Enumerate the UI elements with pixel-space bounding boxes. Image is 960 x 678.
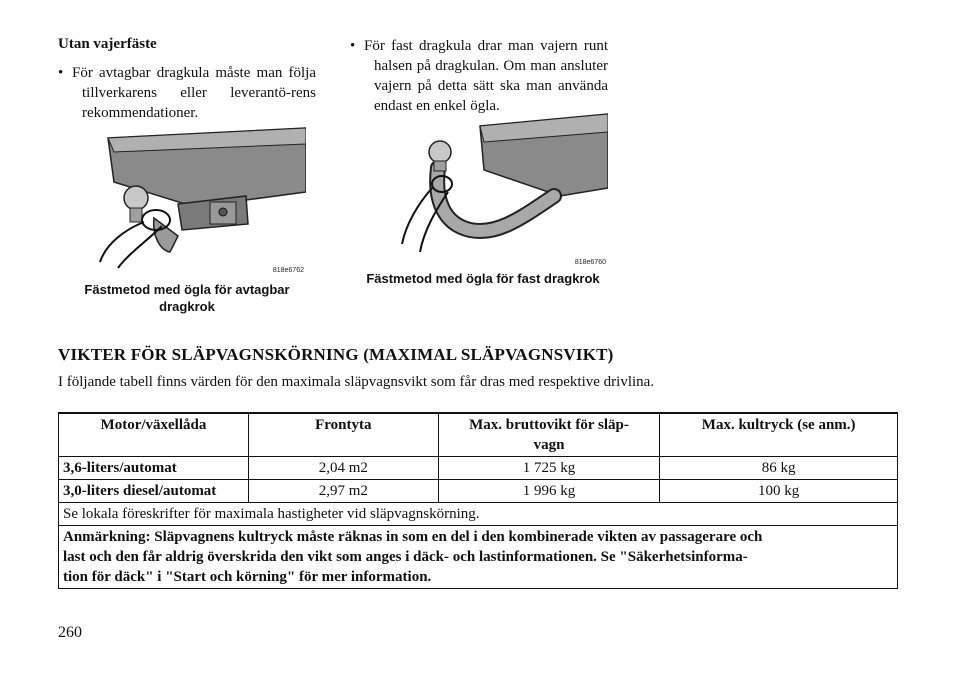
removable-hitch-illustration	[78, 126, 306, 276]
trailer-weight-table	[58, 412, 898, 589]
note-line: tion för däck" i "Start och körning" för mer information.	[63, 569, 432, 585]
middle-column	[350, 36, 608, 116]
fixed-hitch-drawing	[384, 112, 608, 268]
header-engine-transmission: Motor/växellåda	[59, 413, 249, 457]
bullet-removable-hitch	[58, 63, 316, 123]
section-intro: I följande tabell finns värden för den maximala släpvagnsvikt som får dras med respektive drivlina.	[58, 374, 655, 390]
header-max-tongue-weight: Max. kultryck (se anm.)	[660, 413, 898, 457]
cell-engine: 3,6-liters/automat	[59, 457, 249, 480]
page-number: 260	[58, 624, 82, 641]
subheading-without-cable-mount: Utan vajerfäste	[58, 36, 157, 52]
header-max-gross-weight	[438, 413, 660, 457]
cell-footnote: Se lokala föreskrifter för maximala hastigheter vid släpvagnskörning.	[59, 503, 898, 526]
bullet-dot: •	[350, 38, 356, 54]
table-row	[59, 457, 898, 480]
note-line: last och den får aldrig överskrida den vikt som anges i däck- och lastinformationen. Se "Säkerhetsinforma-	[63, 549, 748, 565]
cell-gross-weight: 1 996 kg	[438, 480, 660, 503]
cell-tongue-weight: 86 kg	[660, 457, 898, 480]
caption-line: Fästmetod med ögla för fast dragkrok	[366, 271, 600, 286]
table-header-row	[59, 413, 898, 457]
cell-gross-weight: 1 725 kg	[438, 457, 660, 480]
cell-engine: 3,0-liters diesel/automat	[59, 480, 249, 503]
caption-line: Fästmetod med ögla för avtagbar	[84, 282, 290, 297]
note-line: Anmärkning: Släpvagnens kultryck måste räknas in som en del i den kombinerade vikten av passagerare och	[63, 529, 763, 545]
table-row	[59, 480, 898, 503]
fixed-hitch-illustration	[384, 112, 608, 268]
bullet-text: För avtagbar dragkula måste man följa tillverkarens eller leverantö-rens rekommendationer.	[72, 65, 316, 121]
figure-caption-removable	[60, 281, 314, 315]
removable-hitch-drawing	[78, 126, 306, 276]
figure-code: 818e6762	[272, 267, 304, 274]
table-note-row	[59, 526, 898, 589]
bullet-fixed-hitch	[350, 36, 608, 116]
cell-note	[59, 526, 898, 589]
header-line: vagn	[533, 437, 565, 453]
cell-frontal-area: 2,97 m2	[248, 480, 438, 503]
cell-frontal-area: 2,04 m2	[248, 457, 438, 480]
header-line: Max. bruttovikt för släp-	[469, 417, 629, 433]
cell-tongue-weight: 100 kg	[660, 480, 898, 503]
caption-line: dragkrok	[159, 299, 215, 314]
bullet-dot: •	[58, 65, 64, 81]
left-column	[58, 36, 316, 123]
figure-code: 818e6760	[574, 259, 606, 266]
figure-caption-fixed	[340, 270, 626, 287]
section-title: VIKTER FÖR SLÄPVAGNSKÖRNING (MAXIMAL SLÄPVAGNSVIKT)	[58, 345, 614, 364]
header-frontal-area: Frontyta	[248, 413, 438, 457]
bullet-text: För fast dragkula drar man vajern runt halsen på dragkulan. Om man ansluter vajern på detta sätt ska man använda endast en enkel ögla.	[364, 38, 608, 114]
table-footnote-row	[59, 503, 898, 526]
